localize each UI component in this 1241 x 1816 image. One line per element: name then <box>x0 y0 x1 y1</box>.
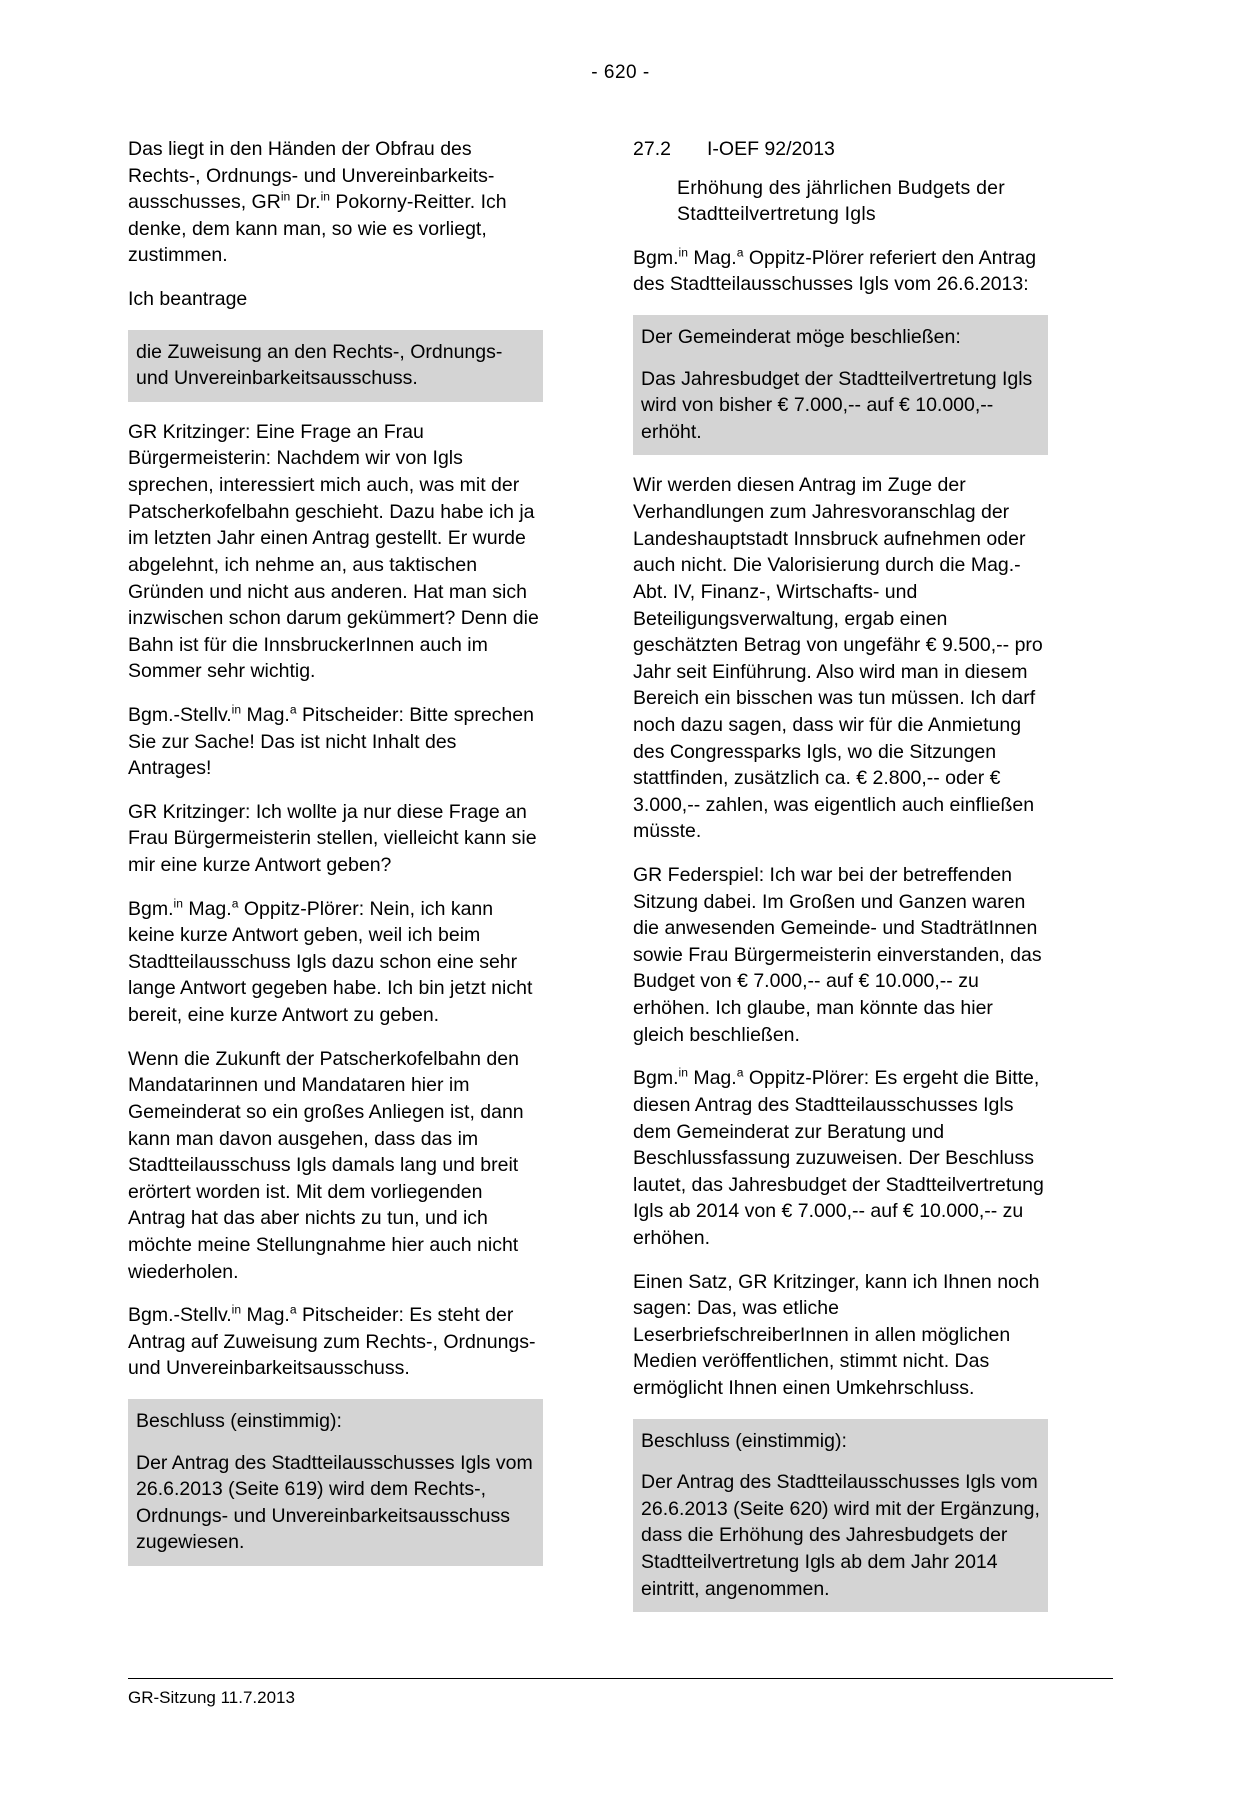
superscript-in: in <box>231 1302 242 1317</box>
left-column <box>128 136 543 1629</box>
text-run: Mag. <box>687 246 737 269</box>
paragraph-oppitz-ploerer-1 <box>128 896 543 1029</box>
agenda-item-header <box>633 136 1048 163</box>
footer-divider <box>128 1678 1113 1679</box>
text-run: Bgm. <box>633 246 679 269</box>
superscript-in: in <box>231 702 242 717</box>
text-run: Bgm. <box>128 897 174 920</box>
motion-text: die Zuweisung an den Rechts-, Ordnungs- und Unvereinbarkeitsausschuss. <box>136 340 503 390</box>
superscript-in: in <box>678 1065 688 1080</box>
paragraph-obfrau <box>128 136 543 269</box>
superscript-a: a <box>231 896 239 911</box>
page-number: - 620 - <box>591 62 650 83</box>
text-run: Dr. <box>290 191 321 214</box>
paragraph-leserbriefe: Einen Satz, GR Kritzinger, kann ich Ihnen noch sagen: Das, was etliche LeserbriefschreiberInnen in allen möglichen Medien veröffentlichen, stimmt nicht. Das ermöglicht Ihnen einen Umkehrschluss. <box>633 1270 1040 1399</box>
resolution-text: Der Antrag des Stadtteilausschusses Igls vom 26.6.2013 (Seite 620) wird mit der Ergänzung, dass die Erhöhung des Jahresbudgets der Stadtteilvertretung Igls ab dem Jahr 2014 eintritt, angenommen. <box>641 1471 1040 1600</box>
text-run: Bgm. <box>633 1067 679 1090</box>
text-run: Mag. <box>687 1067 737 1090</box>
footer-label: GR-Sitzung 11.7.2013 <box>128 1688 295 1707</box>
text-run: Pitscheider: Bitte sprechen Sie zur Sache! Das ist nicht Inhalt des Antrages! <box>128 703 534 780</box>
text-run: Mag. <box>241 1304 290 1327</box>
paragraph-referat-intro <box>633 245 1048 298</box>
resolution-box-right <box>633 1419 1048 1613</box>
page-footer <box>128 1678 1113 1708</box>
agenda-item-number: 27.2 <box>633 138 671 160</box>
paragraph-kritzinger-frage: GR Kritzinger: Eine Frage an Frau Bürgermeisterin: Nachdem wir von Igls sprechen, interessiert mich auch, was mit der Patscherkofelbahn geschieht. Dazu habe ich ja im letzten Jahr einen Antrag gestellt. Er wurde abgelehnt, ich nehme an, aus taktischen Gründen und nicht aus anderen. Hat man sich inzwischen schon darum gekümmert? Denn die Bahn ist für die InnsbruckerInnen auch im Sommer sehr wichtig. <box>128 420 539 683</box>
text-run: Pokorny-Reitter. Ich denke, dem kann man, so wie es vorliegt, zustimmen. <box>128 191 507 267</box>
text-run: Mag. <box>241 703 290 726</box>
two-column-body <box>128 136 1113 1629</box>
agenda-item-title: Erhöhung des jährlichen Budgets der Stadtteilvertretung Igls <box>677 176 1005 226</box>
paragraph-kritzinger-2: GR Kritzinger: Ich wollte ja nur diese Frage an Frau Bürgermeisterin stellen, vielleicht kann sie mir eine kurze Antwort geben? <box>128 800 537 877</box>
text-run: Mag. <box>182 897 232 920</box>
text-run: Das liegt in den Händen der Obfrau des Rechts-, Ordnungs- und Unvereinbarkeits-ausschusses, GR <box>128 138 495 214</box>
resolution-heading: Beschluss (einstimmig): <box>136 1409 342 1432</box>
motion-text: Das Jahresbudget der Stadtteilvertretung Igls wird von bisher € 7.000,-- auf € 10.000,-- erhöht. <box>641 367 1033 443</box>
document-page <box>0 62 1241 1816</box>
paragraph-federspiel: GR Federspiel: Ich war bei der betreffenden Sitzung dabei. Im Großen und Ganzen waren die anwesenden Gemeinde- und StadträtInnen sowie Frau Bürgermeisterin einverstanden, das Budget von € 7.000,-- auf € 10.000,-- zu erhöhen. Ich glaube, man könnte das hier gleich beschließen. <box>633 864 1042 1046</box>
paragraph-pitscheider-2 <box>128 1302 543 1382</box>
text-run: Pitscheider: Es steht der Antrag auf Zuweisung zum Rechts-, Ordnungs- und Unvereinbarkeitsausschuss. <box>128 1304 536 1380</box>
text-run: Oppitz-Plörer referiert den Antrag des Stadtteilausschusses Igls vom 26.6.2013: <box>633 246 1037 296</box>
text-run: Bgm.-Stellv. <box>128 1304 232 1327</box>
motion-box-zuweisung <box>128 330 543 402</box>
text-run: Bgm.-Stellv. <box>128 703 232 726</box>
paragraph-valorisierung: Wir werden diesen Antrag im Zuge der Verhandlungen zum Jahresvoranschlag der Landeshauptstadt Innsbruck aufnehmen oder auch nicht. Die Valorisierung durch die Mag.-Abt. IV, Finanz-, Wirtschafts- und Beteiligungsverwaltung, ergab einen geschätzten Betrag von ungefähr € 9.500,-- pro Jahr seit Einführung. Also wird man in diesem Bereich ein bisschen was tun müssen. Ich darf noch dazu sagen, dass wir für die Anmietung des Congressparks Igls, wo die Sitzungen stattfinden, zusätzlich ca. € 2.800,-- oder € 3.000,-- zahlen, was eigentlich auch einfließen müsste. <box>633 474 1043 843</box>
superscript-a: a <box>736 1065 744 1080</box>
resolution-text: Der Antrag des Stadtteilausschusses Igls vom 26.6.2013 (Seite 619) wird dem Rechts-, Ordnungs- und Unvereinbarkeitsausschuss zugewiesen. <box>136 1451 533 1554</box>
superscript-in: in <box>280 189 291 204</box>
resolution-box-left <box>128 1399 543 1566</box>
resolution-heading: Beschluss (einstimmig): <box>641 1429 847 1452</box>
superscript-a: a <box>736 245 744 260</box>
superscript-in: in <box>678 245 688 260</box>
superscript-in: in <box>320 189 330 204</box>
text-run: Oppitz-Plörer: Es ergeht die Bitte, diesen Antrag des Stadtteilausschusses Igls dem Gemeinderat zur Beratung und Beschlussfassung zuzuweisen. Der Beschluss lautet, das Jahresbudget der Stadtteilvertretung Igls ab 2014 von € 7.000,-- auf € 10.000,-- zu erhöhen. <box>633 1067 1044 1249</box>
paragraph-ich-beantrage: Ich beantrage <box>128 288 248 311</box>
paragraph-patscherkofelbahn: Wenn die Zukunft der Patscherkofelbahn den Mandatarinnen und Mandataren hier im Gemeinderat so ein großes Anliegen ist, dann kann man davon ausgehen, dass das im Stadtteilausschuss Igls damals lang und breit erörtert worden ist. Mit dem vorliegenden Antrag hat das aber nichts zu tun, und ich möchte meine Stellungnahme hier auch nicht wiederholen. <box>128 1047 524 1283</box>
superscript-in: in <box>173 896 183 911</box>
superscript-a: a <box>289 702 297 717</box>
paragraph-pitscheider-1 <box>128 702 543 782</box>
motion-box-budget <box>633 315 1048 455</box>
superscript-a: a <box>289 1302 297 1317</box>
right-column <box>633 136 1048 1629</box>
paragraph-oppitz-ploerer-2 <box>633 1065 1048 1251</box>
agenda-item-code: I-OEF 92/2013 <box>707 138 835 160</box>
motion-heading: Der Gemeinderat möge beschließen: <box>641 326 961 349</box>
text-run: Oppitz-Plörer: Nein, ich kann keine kurze Antwort geben, weil ich beim Stadtteilausschuss Igls dazu schon eine sehr lange Antwort gegeben habe. Ich bin jetzt nicht bereit, eine kurze Antwort zu geben. <box>128 897 533 1027</box>
